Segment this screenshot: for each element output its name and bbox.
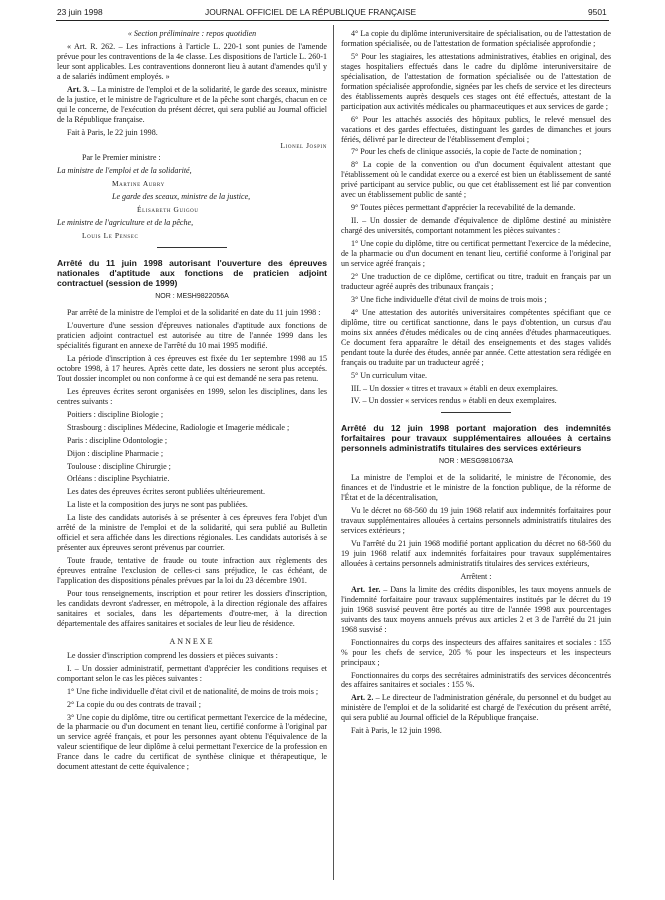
section-heading: « Section préliminaire : repos quotidien xyxy=(127,29,257,38)
article-1 xyxy=(341,585,611,635)
annexe-para: 2° La copie du ou des contrats de travail ; xyxy=(67,699,201,709)
column-divider xyxy=(333,25,334,880)
annexe-para: 4° Une attestation des autorités universitaires compétentes spécifiant que ce diplôme, titre ou certificat sanctionne, dans le pays d'obtention, un cursus d'au moins six années d'études médicales ou de cinq années d'études pharmaceutiques. Ce document fera apparaître le détail des enseignements et des stages validés pendant toute la durée des études, année par année. Cette attestation sera rédigée en français ou traduite par un traducteur agréé ; xyxy=(341,307,611,367)
annexe-para: 6° Pour les attachés associés des hôpitaux publics, le relevé mensuel des vacations et des gardes effectuées, distinguant les gardes de dimanches et jours fériés, délivré par le directeur de l'établissement d'emploi ; xyxy=(341,114,611,144)
annexe-para: 8° La copie de la convention ou d'un document équivalent attestant que l'établissement où le candidat exerce ou a exercé est bien un établissement de santé privé participant au service public, ou que cet établissement est lié par convention avec un établissement public de santé ; xyxy=(341,160,611,200)
centre-item: Strasbourg : disciplines Médecine, Radiologie et Imagerie médicale ; xyxy=(67,422,290,432)
centre-item: Dijon : discipline Pharmacie ; xyxy=(67,448,164,458)
separator xyxy=(441,412,511,413)
article-3-text: – La ministre de l'emploi et de la solidarité, le garde des sceaux, ministre de la justice, et le ministre de l'agriculture et de la pêche sont chargés, chacun en ce qui le concerne, de l'exécution du présent décret, qui sera publié au Journal officiel de la République française. xyxy=(57,84,327,124)
annexe-para: 2° Une traduction de ce diplôme, certificat ou titre, traduit en français par un traducteur agréé auprès des tribunaux français ; xyxy=(341,271,611,291)
article-2 xyxy=(341,693,611,723)
arrete-1-para: Pour tous renseignements, inscription et pour retirer les dossiers d'inscription, les candidats devront s'adresser, en métropole, à la direction régionale des affaires sanitaires et sociales, dans les départements d'outre-mer, à la direction départementale des affaires sanitaires et sociales de leur lieu de résidence. xyxy=(57,588,327,628)
annexe-para: I. – Un dossier administratif, permettant d'apprécier les conditions requises et comportant selon le cas les pièces suivantes : xyxy=(57,663,327,683)
annexe-para: IV. – Un dossier « services rendus » établi en deux exemplaires. xyxy=(351,396,557,406)
annexe-para: Le dossier d'inscription comprend les dossiers et pièces suivants : xyxy=(67,650,278,660)
header-journal-title: JOURNAL OFFICIEL DE LA RÉPUBLIQUE FRANÇAISE xyxy=(205,7,417,17)
arrete-1-para: L'ouverture d'une session d'épreuves nationales d'aptitude aux fonctions de praticien adjoint contractuel est autorisée au titre de l'année 1999 dans les spécialités figurant en annexe de l'arrêté du 10 mai 1995 modifié. xyxy=(57,321,327,350)
fait-a-paris-2: Fait à Paris, le 12 juin 1998. xyxy=(351,726,442,736)
article-2-label: Art. 2. xyxy=(351,693,374,703)
arrete-1-para: Les dates des épreuves écrites seront publiées ultérieurement. xyxy=(67,487,265,497)
article-3 xyxy=(57,85,327,125)
arrete-1-nor: NOR : MESH9822056A xyxy=(155,293,229,301)
minister-2-name: Élisabeth Guigou xyxy=(137,205,199,215)
right-column xyxy=(341,26,611,739)
annexe-para: 1° Une fiche individuelle d'état civil et de nationalité, de moins de trois mois ; xyxy=(67,686,319,696)
annexe-para: 7° Pour les chefs de clinique associés, la copie de l'acte de nomination ; xyxy=(351,147,582,157)
par-premier-ministre: Par le Premier ministre : xyxy=(82,153,161,163)
arrete-2-para: La ministre de l'emploi et de la solidarité, le ministre de l'économie, des finances et de l'industrie et le ministre de la fonction publique, de la réforme de l'État et de la décentralisation, xyxy=(341,473,611,503)
annexe-para: 5° Pour les stagiaires, les attestations administratives, établies en original, des stages hospitaliers effectués dans le cadre du diplôme interuniversitaire de spécialisation, de l'attestation de formation spécialisée ou de l'attestation de formation spécialisée approfondie, signées par les chefs de service et les directeurs des établissements auprès desquels ces stages ont été effectués, attestant de la participation aux activités médicales ou pharmaceutiques et aux services de garde ; xyxy=(341,51,611,111)
annexe-para: II. – Un dossier de demande d'équivalence de diplôme destiné au ministère chargé des universités, comportant notamment les pièces suivantes : xyxy=(341,216,611,236)
annexe-para: 5° Un curriculum vitae. xyxy=(351,370,428,380)
arrete-2-para: Fonctionnaires du corps des secrétaires administratifs des services déconcentrés des affaires sanitaires et sociales : 155 %. xyxy=(341,670,611,690)
left-column xyxy=(57,26,327,775)
article-3-label: Art. 3. xyxy=(67,84,90,94)
annexe-para: 3° Une fiche individuelle d'état civil de moins de trois mois ; xyxy=(351,294,547,304)
arrete-2-para: Fonctionnaires du corps des inspecteurs des affaires sanitaires et sociales : 155 % pour les chefs de service, 205 % pour les inspecteurs et les inspecteurs principaux ; xyxy=(341,637,611,667)
minister-3-name: Louis Le Pensec xyxy=(82,231,139,241)
arrete-1-para: Toute fraude, tentative de fraude ou toute infraction aux règlements des épreuves entraîne l'exclusion de celles-ci sans préjudice, le cas échéant, de l'application des dispositions pénales prévues par la loi du 23 décembre 1901. xyxy=(57,556,327,586)
arretent: Arrêtent : xyxy=(460,571,492,581)
arrete-2-para: Vu l'arrêté du 21 juin 1968 modifié portant application du décret no 68-560 du 19 juin 1968 relatif aux indemnités forfaitaires pour travaux supplémentaires allouées à certains personnels administratifs titulaires des services extérieurs, xyxy=(341,539,611,568)
header-rule xyxy=(56,20,609,21)
arrete-1-para: La période d'inscription à ces épreuves est fixée du 1er septembre 1998 au 15 octobre 1998, à 17 heures. Après cette date, les dossiers ne seront plus acceptés. Tout dossier incomplet ou non conforme à ce qui est demandé ne sera pas retenu. xyxy=(57,353,327,383)
arrete-1-title: Arrêté du 11 juin 1998 autorisant l'ouverture des épreuves nationales d'aptitude aux fonctions de praticien adjoint contractuel (session de 1999) xyxy=(57,258,327,289)
minister-3-title: Le ministre de l'agriculture et de la pêche, xyxy=(57,218,194,228)
centre-item: Paris : discipline Odontologie ; xyxy=(67,435,168,445)
article-r262: « Art. R. 262. – Les infractions à l'article L. 220-1 sont punies de l'amende prévue pour les contraventions de la 4e classe. Les dispositions de l'article L. 260-1 leur sont applicables. Les contraventions donneront lieu à autant d'amendes qu'il y a de salariés indûment employés. » xyxy=(57,41,327,81)
header-page-number: 9501 xyxy=(588,7,607,17)
article-1-text: – Dans la limite des crédits disponibles, les taux moyens annuels de l'indemnité forfaitaire pour travaux supplémentaires institués par le décret du 19 juin 1968 susvisé peuvent être portés au titre de l'année 1998 aux pourcentages suivants des taux moyens annuels prévus aux articles 2 et 3 de l'arrêté du 21 juin 1968 susvisé : xyxy=(341,584,611,634)
fait-a-paris: Fait à Paris, le 22 juin 1998. xyxy=(67,127,158,137)
minister-1-title: La ministre de l'emploi et de la solidarité, xyxy=(57,166,192,176)
arrete-1-para: La liste et la composition des jurys ne sont pas publiées. xyxy=(67,500,248,510)
minister-2-title: Le garde des sceaux, ministre de la justice, xyxy=(112,192,251,202)
article-1-label: Art. 1er. xyxy=(351,584,381,594)
annexe-heading: ANNEXE xyxy=(169,636,215,646)
minister-1-name: Martine Aubry xyxy=(112,179,165,189)
arrete-2-title: Arrêté du 12 juin 1998 portant majoration des indemnités forfaitaires pour travaux supplémentaires allouées à certains personnels administratifs titulaires des services extérieurs xyxy=(341,423,611,454)
centre-item: Orléans : discipline Psychiatrie. xyxy=(67,474,170,484)
arrete-2-nor: NOR : MESG9810673A xyxy=(439,458,513,466)
annexe-para: 9° Toutes pièces permettant d'apprécier la recevabilité de la demande. xyxy=(351,203,576,213)
centre-item: Poitiers : discipline Biologie ; xyxy=(67,409,164,419)
arrete-1-para: La liste des candidats autorisés à se présenter à ces épreuves fera l'objet d'un arrêté de la ministre de l'emploi et de la solidarité, qui sera publié au Bulletin officiel et sera affichée dans les directions régionales. Les candidats autorisés à se présenter aux épreuves seront prévenus par courrier. xyxy=(57,513,327,553)
annexe-para: III. – Un dossier « titres et travaux » établi en deux exemplaires. xyxy=(351,383,558,393)
arrete-2-para: Vu le décret no 68-560 du 19 juin 1968 relatif aux indemnités forfaitaires pour travaux supplémentaires allouées à certains personnels administratifs titulaires des services extérieurs ; xyxy=(341,506,611,536)
annexe-para: 4° La copie du diplôme interuniversitaire de spécialisation, ou de l'attestation de formation spécialisée, ou de l'attestation de formation spécialisée approfondie ; xyxy=(341,29,611,48)
signatory-pm: Lionel Jospin xyxy=(280,140,327,150)
centre-item: Toulouse : discipline Chirurgie ; xyxy=(67,461,171,471)
arrete-1-para: Les épreuves écrites seront organisées en 1999, selon les disciplines, dans les centres suivants : xyxy=(57,386,327,406)
separator xyxy=(157,247,227,248)
header-date: 23 juin 1998 xyxy=(57,7,103,17)
annexe-para: 3° Une copie du diplôme, titre ou certificat permettant l'exercice de la médecine, de la pharmacie ou d'un document en tenant lieu, certifié conforme à l'original par un service agréé français, et pour les personnes ayant obtenu l'équivalence de la valeur scientifique de leur diplôme à celui permettant l'exercice de la profession en France dans le cadre du certificat de synthèse clinique et thérapeutique, le document attestant de cette équivalence ; xyxy=(57,712,327,772)
article-2-text: – Le directeur de l'administration générale, du personnel et du budget au ministère de l'emploi et de la solidarité est chargé de l'exécution du présent arrêté, qui sera publié au Journal officiel de la République française. xyxy=(341,693,612,723)
annexe-para: 1° Une copie du diplôme, titre ou certificat permettant l'exercice de la médecine, de la pharmacie ou d'un document en tenant lieu, certifié conforme à l'original par un service agréé français ; xyxy=(341,239,611,269)
arrete-1-para: Par arrêté de la ministre de l'emploi et de la solidarité en date du 11 juin 1998 : xyxy=(67,308,321,318)
